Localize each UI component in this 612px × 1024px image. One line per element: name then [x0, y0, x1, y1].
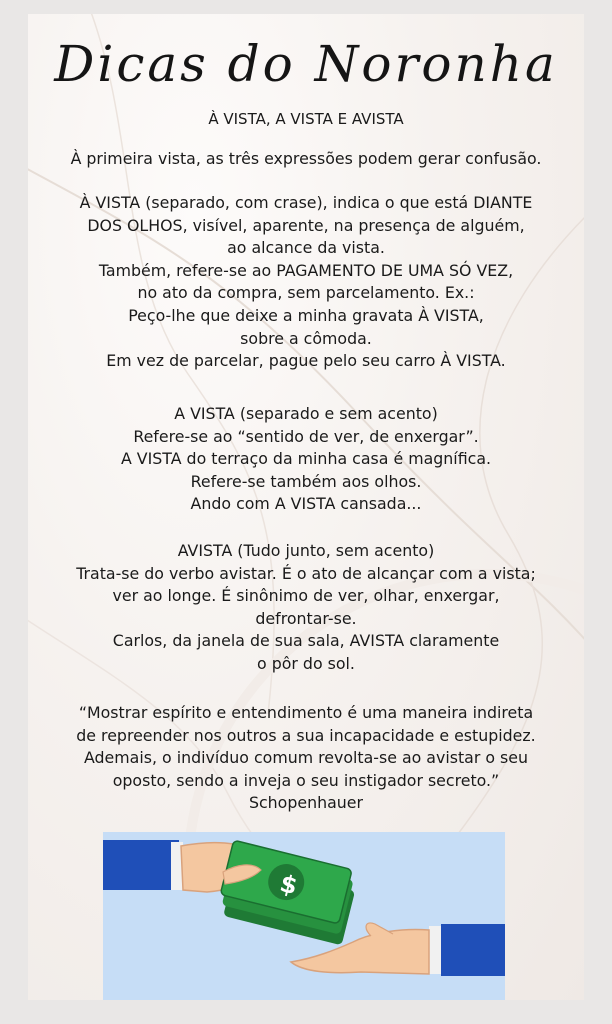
intro-paragraph	[28, 148, 584, 171]
payment-illustration	[103, 832, 505, 1000]
quote-line: oposto, sendo a inveja o seu instigador secreto.”	[112, 770, 500, 790]
tip-card	[28, 14, 584, 1000]
text-line: À primeira vista, as três expressões podem gerar confusão.	[70, 149, 542, 168]
page-subtitle: À VISTA, A VISTA E AVISTA	[208, 110, 404, 128]
quote-line: de repreender nos outros a sua incapacidade e estupidez.	[76, 725, 536, 745]
text-line: ver ao longe. É sinônimo de ver, olhar, enxergar,	[112, 586, 500, 606]
text-line: Peço-lhe que deixe a minha gravata À VISTA,	[128, 305, 484, 325]
text-line: Refere-se ao “sentido de ver, de enxergar”.	[133, 426, 479, 446]
text-line: Em vez de parcelar, pague pelo seu carro À VISTA.	[106, 351, 506, 371]
text-line: sobre a cômoda.	[240, 328, 372, 348]
quote-line: “Mostrar espírito e entendimento é uma maneira indireta	[78, 703, 534, 722]
text-line: Trata-se do verbo avistar. É o ato de alcançar com a vista;	[76, 563, 536, 583]
text-line: no ato da compra, sem parcelamento. Ex.:	[137, 283, 475, 303]
quote-block	[28, 702, 584, 815]
text-line: Também, refere-se ao PAGAMENTO DE UMA SÓ VEZ,	[98, 260, 514, 280]
currency-symbol: $	[277, 869, 301, 901]
text-line: o pôr do sol.	[257, 653, 355, 673]
section-a-vista	[28, 403, 584, 516]
text-line: DOS OLHOS, visível, aparente, na presença de alguém,	[87, 215, 525, 235]
text-line: A VISTA do terraço da minha casa é magnífica.	[120, 449, 492, 469]
section-avista	[28, 540, 584, 676]
right-sleeve	[441, 924, 505, 976]
quote-line: Ademais, o indivíduo comum revolta-se ao avistar o seu	[84, 748, 528, 768]
text-line: AVISTA (Tudo junto, sem acento)	[177, 541, 435, 560]
quote-author: Schopenhauer	[248, 793, 364, 813]
text-line: Carlos, da janela de sua sala, AVISTA claramente	[112, 631, 500, 651]
text-line: Refere-se também aos olhos.	[190, 471, 422, 491]
text-line: Ando com A VISTA cansada...	[190, 494, 422, 514]
text-line: ao alcance da vista.	[227, 238, 385, 258]
hands-money-image	[103, 832, 505, 1000]
text-line: À VISTA (separado, com crase), indica o que está DIANTE	[79, 193, 533, 212]
section-a-vista-crase	[28, 192, 584, 373]
text-line: defrontar-se.	[255, 608, 357, 628]
page-title: Dicas do Noronha	[54, 35, 558, 93]
text-line: A VISTA (separado e sem acento)	[174, 404, 438, 423]
left-sleeve	[103, 840, 179, 890]
